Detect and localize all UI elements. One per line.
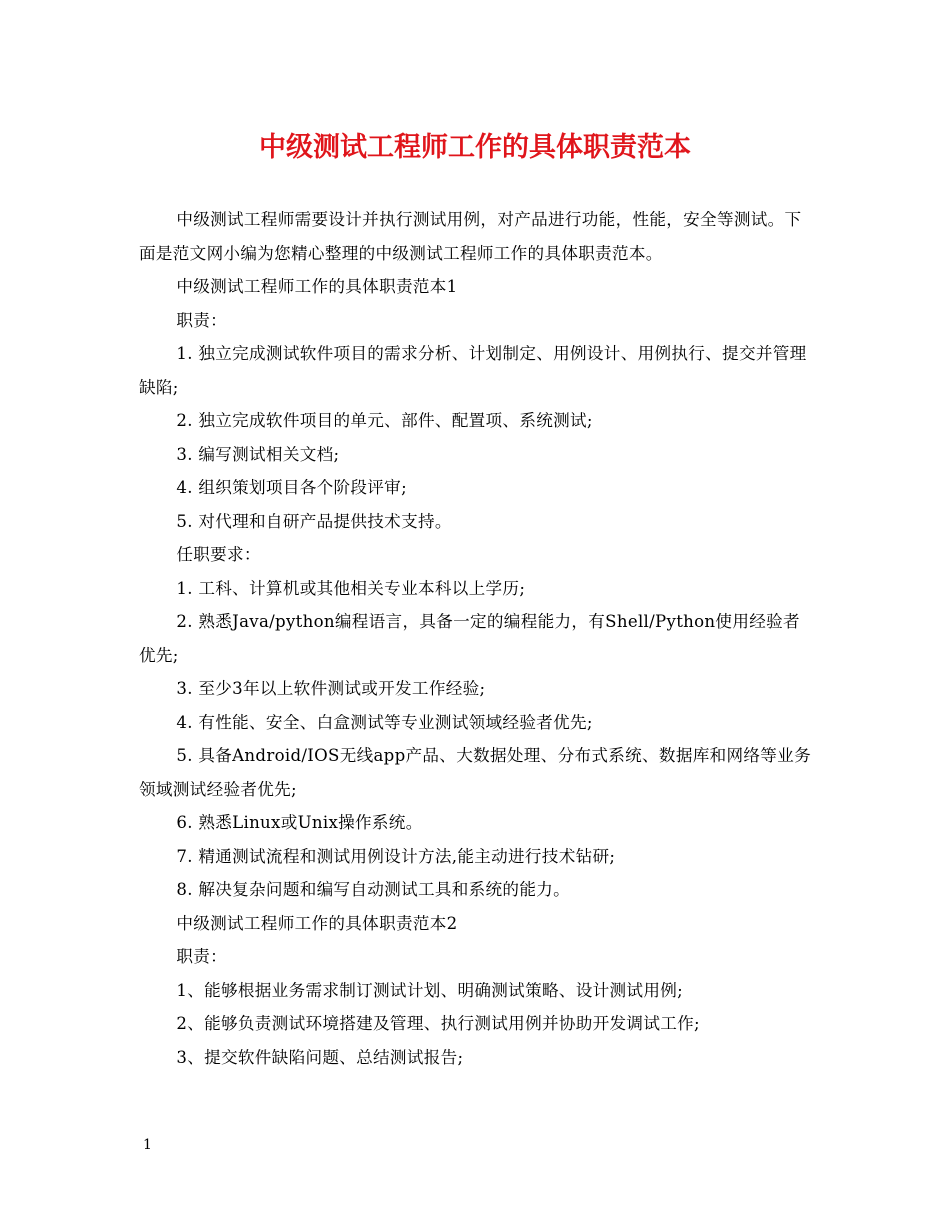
list-item: 4. 有性能、安全、白盒测试等专业测试领域经验者优先; [176, 712, 593, 732]
section-heading: 中级测试工程师工作的具体职责范本2 [176, 913, 458, 933]
list-item: 2. 熟悉Java/python编程语言，具备一定的编程能力，有Shell/Python使用经验者优先; [139, 612, 800, 665]
list-item: 4. 组织策划项目各个阶段评审; [176, 478, 407, 497]
document-body [139, 203, 811, 1074]
list-item: 1、能够根据业务需求制订测试计划、明确测试策略、设计测试用例; [176, 980, 684, 1000]
list-item: 3、提交软件缺陷问题、总结测试报告; [176, 1047, 464, 1067]
page-title: 中级测试工程师工作的具体职责范本 [259, 132, 691, 163]
list-item: 2. 独立完成软件项目的单元、部件、配置项、系统测试; [176, 411, 593, 430]
section-heading: 中级测试工程师工作的具体职责范本1 [176, 277, 458, 296]
intro-paragraph: 中级测试工程师需要设计并执行测试用例，对产品进行功能，性能，安全等测试。下面是范文网小编为您精心整理的中级测试工程师工作的具体职责范本。 [139, 210, 802, 263]
subheading: 职责： [176, 947, 228, 966]
list-item: 5. 具备Android/IOS无线app产品、大数据处理、分布式系统、数据库和网络等业务领域测试经验者优先; [139, 746, 811, 799]
page-number: 1 [143, 1137, 152, 1153]
subheading: 任职要求： [176, 545, 261, 564]
list-item: 3. 至少3年以上软件测试或开发工作经验; [176, 679, 486, 698]
list-item: 6. 熟悉Linux或Unix操作系统。 [176, 813, 423, 832]
list-item: 8. 解决复杂问题和编写自动测试工具和系统的能力。 [176, 880, 571, 899]
list-item: 5. 对代理和自研产品提供技术支持。 [176, 511, 452, 531]
list-item: 2、能够负责测试环境搭建及管理、执行测试用例并协助开发调试工作; [176, 1014, 700, 1033]
list-item: 3. 编写测试相关文档; [176, 444, 340, 464]
subheading: 职责： [176, 310, 228, 330]
list-item: 1. 工科、计算机或其他相关专业本科以上学历; [176, 578, 526, 598]
list-item: 1. 独立完成测试软件项目的需求分析、计划制定、用例设计、用例执行、提交并管理缺陷; [139, 344, 807, 397]
list-item: 7. 精通测试流程和测试用例设计方法,能主动进行技术钻研; [176, 846, 616, 866]
